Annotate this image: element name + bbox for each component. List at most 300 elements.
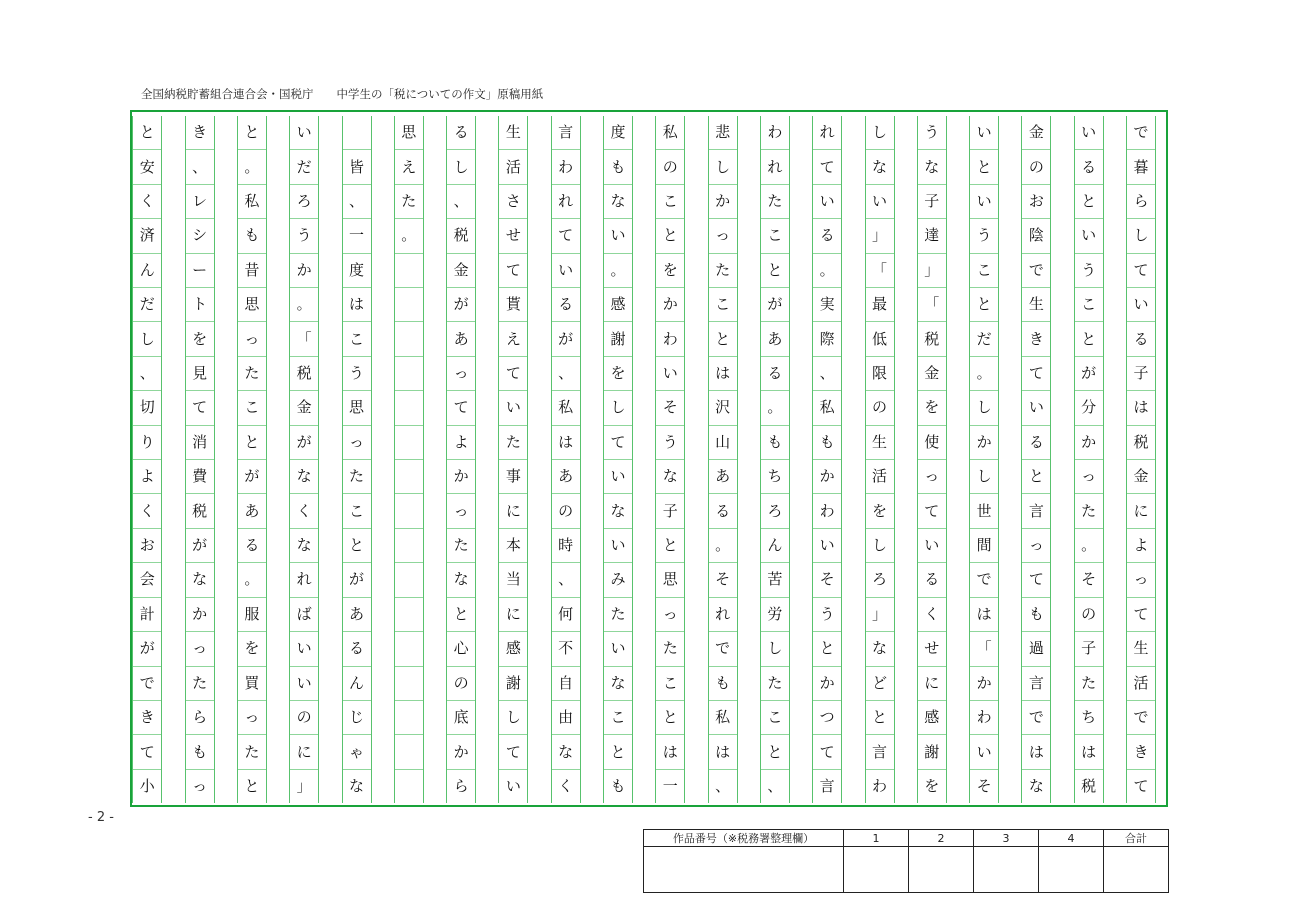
manuscript-cell: 私 bbox=[238, 184, 266, 218]
manuscript-cell: と bbox=[813, 631, 841, 665]
manuscript-cell: 事 bbox=[499, 459, 527, 493]
manuscript-cell: っ bbox=[447, 493, 475, 527]
manuscript-cell bbox=[395, 597, 423, 631]
manuscript-cell: い bbox=[1022, 390, 1050, 424]
manuscript-column bbox=[812, 116, 842, 803]
score-table-header-row bbox=[644, 830, 1169, 847]
manuscript-cell: 私 bbox=[813, 390, 841, 424]
manuscript-cell: ら bbox=[1127, 184, 1155, 218]
manuscript-cell: 。 bbox=[1075, 528, 1103, 562]
manuscript-cell: ろ bbox=[761, 493, 789, 527]
score-cell-4[interactable] bbox=[1039, 847, 1104, 893]
manuscript-cell: れ bbox=[290, 562, 318, 596]
manuscript-cell: 言 bbox=[558, 123, 574, 142]
score-table bbox=[643, 829, 1169, 893]
manuscript-cell: あ bbox=[761, 321, 789, 355]
manuscript-cell: レ bbox=[186, 184, 214, 218]
manuscript-cell: 悲 bbox=[715, 123, 731, 142]
manuscript-cell: い bbox=[290, 631, 318, 665]
manuscript-cell: は bbox=[343, 287, 371, 321]
manuscript-cell: は bbox=[1022, 734, 1050, 768]
manuscript-cell: が bbox=[552, 321, 580, 355]
organizer-label: 全国納税貯蓄組合連合会・国税庁 bbox=[141, 87, 314, 101]
manuscript-cell: に bbox=[499, 493, 527, 527]
manuscript-column bbox=[655, 116, 685, 803]
manuscript-cell: 計 bbox=[133, 597, 161, 631]
entry-number-cell[interactable] bbox=[644, 847, 844, 893]
manuscript-cell: ち bbox=[1075, 700, 1103, 734]
manuscript-cell: て bbox=[1022, 562, 1050, 596]
manuscript-cell: た bbox=[343, 459, 371, 493]
score-header-2: 2 bbox=[909, 830, 974, 847]
manuscript-cell: う bbox=[970, 218, 998, 252]
manuscript-cell: あ bbox=[552, 459, 580, 493]
manuscript-cell: わ bbox=[866, 769, 894, 803]
manuscript-cell: と bbox=[238, 425, 266, 459]
manuscript-cell: う bbox=[290, 218, 318, 252]
manuscript-cell: た bbox=[604, 597, 632, 631]
manuscript-cell: ろ bbox=[866, 562, 894, 596]
manuscript-cell: 謝 bbox=[918, 734, 946, 768]
manuscript-cell: い bbox=[604, 459, 632, 493]
manuscript-cell: と bbox=[604, 734, 632, 768]
manuscript-cell: 皆 bbox=[343, 149, 371, 183]
manuscript-cell: 感 bbox=[499, 631, 527, 665]
manuscript-cell: な bbox=[447, 562, 475, 596]
manuscript-cell: う bbox=[813, 597, 841, 631]
page-number: - 2 - bbox=[88, 810, 114, 825]
manuscript-cell bbox=[395, 631, 423, 665]
manuscript-cell: 際 bbox=[813, 321, 841, 355]
manuscript-cell: わ bbox=[656, 321, 684, 355]
manuscript-cell: な bbox=[186, 562, 214, 596]
manuscript-cell: に bbox=[918, 666, 946, 700]
manuscript-cell: と bbox=[656, 218, 684, 252]
manuscript-cell: が bbox=[447, 287, 475, 321]
manuscript-cell: れ bbox=[709, 597, 737, 631]
manuscript-cell: と bbox=[1075, 321, 1103, 355]
total-cell[interactable] bbox=[1104, 847, 1169, 893]
manuscript-cell: そ bbox=[970, 769, 998, 803]
manuscript-cell: い bbox=[296, 123, 312, 142]
score-cell-1[interactable] bbox=[844, 847, 909, 893]
manuscript-cell: な bbox=[656, 459, 684, 493]
manuscript-cell: シ bbox=[186, 218, 214, 252]
manuscript-cell bbox=[395, 769, 423, 803]
manuscript-cell: る bbox=[813, 218, 841, 252]
manuscript-cell: 金 bbox=[1028, 123, 1044, 142]
manuscript-cell: て bbox=[499, 356, 527, 390]
manuscript-cell: か bbox=[656, 287, 684, 321]
manuscript-cell: 、 bbox=[813, 356, 841, 390]
manuscript-cell: た bbox=[1075, 666, 1103, 700]
manuscript-cell: さ bbox=[499, 184, 527, 218]
manuscript-cell: た bbox=[238, 734, 266, 768]
manuscript-cell: が bbox=[343, 562, 371, 596]
manuscript-cell: と bbox=[447, 597, 475, 631]
manuscript-cell: に bbox=[499, 597, 527, 631]
manuscript-cell: の bbox=[1075, 597, 1103, 631]
manuscript-cell: 「 bbox=[918, 287, 946, 321]
manuscript-cell: 思 bbox=[656, 562, 684, 596]
manuscript-column bbox=[498, 116, 528, 803]
manuscript-cell: ら bbox=[447, 769, 475, 803]
manuscript-cell: し bbox=[970, 459, 998, 493]
manuscript-cell: か bbox=[447, 734, 475, 768]
manuscript-cell: 金 bbox=[447, 253, 475, 287]
manuscript-cell: し bbox=[447, 149, 475, 183]
manuscript-cell: あ bbox=[447, 321, 475, 355]
manuscript-cell: ち bbox=[761, 459, 789, 493]
manuscript-cell: を bbox=[656, 253, 684, 287]
manuscript-cell bbox=[395, 321, 423, 355]
manuscript-cell: 間 bbox=[970, 528, 998, 562]
manuscript-cell: 生 bbox=[866, 425, 894, 459]
manuscript-cell: だ bbox=[290, 149, 318, 183]
manuscript-cell: し bbox=[604, 390, 632, 424]
manuscript-cell: 思 bbox=[401, 123, 417, 142]
manuscript-cell: 謝 bbox=[499, 666, 527, 700]
manuscript-cell: そ bbox=[709, 562, 737, 596]
manuscript-cell: て bbox=[1127, 253, 1155, 287]
manuscript-cell: る bbox=[918, 562, 946, 596]
manuscript-cell: で bbox=[970, 562, 998, 596]
manuscript-cell: た bbox=[761, 184, 789, 218]
manuscript-cell: る bbox=[1022, 425, 1050, 459]
manuscript-cell: に bbox=[1127, 493, 1155, 527]
form-header bbox=[141, 86, 543, 102]
manuscript-cell: こ bbox=[343, 493, 371, 527]
manuscript-cell: 。 bbox=[238, 149, 266, 183]
manuscript-cell: せ bbox=[918, 631, 946, 665]
manuscript-cell: 、 bbox=[447, 184, 475, 218]
manuscript-cell: と bbox=[1075, 184, 1103, 218]
manuscript-cell: 心 bbox=[447, 631, 475, 665]
manuscript-cell: か bbox=[1075, 425, 1103, 459]
manuscript-cell: と bbox=[244, 123, 260, 142]
manuscript-cell: て bbox=[1127, 597, 1155, 631]
manuscript-cell: た bbox=[761, 666, 789, 700]
manuscript-cell: な bbox=[604, 666, 632, 700]
manuscript-cell: 貰 bbox=[499, 287, 527, 321]
manuscript-cell: も bbox=[238, 218, 266, 252]
manuscript-cell: を bbox=[918, 390, 946, 424]
manuscript-cell: き bbox=[1022, 321, 1050, 355]
manuscript-cell: い bbox=[656, 356, 684, 390]
manuscript-cell: も bbox=[604, 149, 632, 183]
manuscript-cell: わ bbox=[813, 493, 841, 527]
manuscript-cell bbox=[395, 493, 423, 527]
manuscript-cell: つ bbox=[813, 700, 841, 734]
manuscript-cell: い bbox=[604, 631, 632, 665]
manuscript-cell: 実 bbox=[813, 287, 841, 321]
manuscript-cell: 」 bbox=[918, 253, 946, 287]
manuscript-cell: い bbox=[970, 184, 998, 218]
manuscript-cell: 感 bbox=[918, 700, 946, 734]
manuscript-cell: 何 bbox=[552, 597, 580, 631]
manuscript-cell: い bbox=[866, 184, 894, 218]
manuscript-cell: で bbox=[1022, 700, 1050, 734]
manuscript-column bbox=[969, 116, 999, 803]
manuscript-cell: だ bbox=[133, 287, 161, 321]
manuscript-cell: 子 bbox=[1127, 356, 1155, 390]
manuscript-cell: 」 bbox=[290, 769, 318, 803]
manuscript-cell bbox=[395, 700, 423, 734]
manuscript-cell: と bbox=[866, 700, 894, 734]
manuscript-cell: 「 bbox=[866, 253, 894, 287]
manuscript-cell: た bbox=[395, 184, 423, 218]
manuscript-cell: る bbox=[453, 123, 469, 142]
manuscript-cell: 不 bbox=[552, 631, 580, 665]
manuscript-cell: が bbox=[133, 631, 161, 665]
manuscript-cell: 。 bbox=[238, 562, 266, 596]
manuscript-cell: 見 bbox=[186, 356, 214, 390]
manuscript-cell: こ bbox=[1075, 287, 1103, 321]
score-cell-2[interactable] bbox=[909, 847, 974, 893]
manuscript-cell: 言 bbox=[1022, 493, 1050, 527]
manuscript-column bbox=[394, 116, 424, 803]
manuscript-column bbox=[708, 116, 738, 803]
manuscript-cell: が bbox=[1075, 356, 1103, 390]
manuscript-cell: た bbox=[709, 253, 737, 287]
manuscript-cell: あ bbox=[343, 597, 371, 631]
manuscript-cell: れ bbox=[819, 123, 835, 142]
manuscript-cell: れ bbox=[552, 184, 580, 218]
manuscript-cell: 済 bbox=[133, 218, 161, 252]
manuscript-cell: い bbox=[499, 769, 527, 803]
score-cell-3[interactable] bbox=[974, 847, 1039, 893]
manuscript-cell: ー bbox=[186, 253, 214, 287]
manuscript-cell: か bbox=[970, 666, 998, 700]
manuscript-cell: ど bbox=[866, 666, 894, 700]
manuscript-cell: だ bbox=[970, 321, 998, 355]
manuscript-cell: う bbox=[924, 123, 940, 142]
manuscript-column bbox=[446, 116, 476, 803]
manuscript-cell: も bbox=[813, 425, 841, 459]
total-header: 合計 bbox=[1104, 830, 1169, 847]
manuscript-cell: し bbox=[1127, 218, 1155, 252]
manuscript-column bbox=[917, 116, 947, 803]
manuscript-cell: 、 bbox=[709, 769, 737, 803]
manuscript-cell: て bbox=[813, 149, 841, 183]
manuscript-cell: よ bbox=[133, 459, 161, 493]
manuscript-cell: 「 bbox=[970, 631, 998, 665]
manuscript-cell: 生 bbox=[1127, 631, 1155, 665]
manuscript-cell: こ bbox=[761, 700, 789, 734]
manuscript-cell bbox=[395, 390, 423, 424]
manuscript-cell: そ bbox=[813, 562, 841, 596]
manuscript-cell: た bbox=[1075, 493, 1103, 527]
manuscript-cell: と bbox=[1022, 459, 1050, 493]
manuscript-cell: な bbox=[290, 459, 318, 493]
manuscript-cell: 金 bbox=[1127, 459, 1155, 493]
manuscript-column bbox=[551, 116, 581, 803]
manuscript-cell: い bbox=[604, 528, 632, 562]
manuscript-cell: 小 bbox=[133, 769, 161, 803]
manuscript-cell: し bbox=[871, 123, 887, 142]
manuscript-cell: 。 bbox=[970, 356, 998, 390]
manuscript-cell: い bbox=[1075, 218, 1103, 252]
manuscript-cell: ん bbox=[761, 528, 789, 562]
manuscript-cell: で bbox=[1127, 700, 1155, 734]
manuscript-cell: 時 bbox=[552, 528, 580, 562]
manuscript-cell: な bbox=[866, 631, 894, 665]
manuscript-cell: 私 bbox=[662, 123, 678, 142]
manuscript-cell: の bbox=[656, 149, 684, 183]
manuscript-cell: 由 bbox=[552, 700, 580, 734]
form-title: 中学生の「税についての作文」原稿用紙 bbox=[336, 87, 544, 101]
manuscript-cell: 言 bbox=[866, 734, 894, 768]
manuscript-cell: を bbox=[918, 769, 946, 803]
manuscript-cell: 子 bbox=[1075, 631, 1103, 665]
manuscript-cell: と bbox=[761, 734, 789, 768]
manuscript-cell: ゃ bbox=[343, 734, 371, 768]
manuscript-cell: 。 bbox=[604, 253, 632, 287]
manuscript-grid bbox=[130, 110, 1168, 807]
manuscript-cell: い bbox=[290, 666, 318, 700]
manuscript-cell: で bbox=[133, 666, 161, 700]
manuscript-cell: 暮 bbox=[1127, 149, 1155, 183]
manuscript-cell: と bbox=[970, 149, 998, 183]
manuscript-cell bbox=[395, 425, 423, 459]
manuscript-cell: も bbox=[1022, 597, 1050, 631]
manuscript-cell: も bbox=[709, 666, 737, 700]
manuscript-cell: こ bbox=[656, 184, 684, 218]
manuscript-cell: し bbox=[133, 321, 161, 355]
manuscript-cell: い bbox=[813, 528, 841, 562]
manuscript-cell: み bbox=[604, 562, 632, 596]
manuscript-cell: る bbox=[552, 287, 580, 321]
manuscript-cell: 昔 bbox=[238, 253, 266, 287]
manuscript-cell: て bbox=[133, 734, 161, 768]
manuscript-cell: は bbox=[552, 425, 580, 459]
manuscript-cell: 税 bbox=[290, 356, 318, 390]
manuscript-cell: を bbox=[866, 493, 894, 527]
manuscript-cell: は bbox=[656, 734, 684, 768]
manuscript-cell: 、 bbox=[186, 149, 214, 183]
manuscript-cell: て bbox=[1127, 769, 1155, 803]
manuscript-cell: 達 bbox=[918, 218, 946, 252]
manuscript-cell: 買 bbox=[238, 666, 266, 700]
manuscript-cell: 当 bbox=[499, 562, 527, 596]
manuscript-cell: は bbox=[709, 734, 737, 768]
manuscript-cell: 使 bbox=[918, 425, 946, 459]
manuscript-cell: 、 bbox=[761, 769, 789, 803]
manuscript-cell: っ bbox=[918, 459, 946, 493]
manuscript-column bbox=[289, 116, 319, 803]
manuscript-cell: っ bbox=[656, 597, 684, 631]
manuscript-cell: う bbox=[1075, 253, 1103, 287]
manuscript-cell: く bbox=[133, 184, 161, 218]
manuscript-cell: て bbox=[918, 493, 946, 527]
manuscript-cell: 。 bbox=[761, 390, 789, 424]
manuscript-column bbox=[132, 116, 162, 803]
manuscript-cell: の bbox=[290, 700, 318, 734]
manuscript-cell: の bbox=[447, 666, 475, 700]
manuscript-cell: 陰 bbox=[1022, 218, 1050, 252]
manuscript-cell: い bbox=[604, 218, 632, 252]
manuscript-cell: る bbox=[238, 528, 266, 562]
manuscript-cell: ら bbox=[186, 700, 214, 734]
manuscript-cell: 活 bbox=[866, 459, 894, 493]
manuscript-cell: こ bbox=[343, 321, 371, 355]
manuscript-cell: 」 bbox=[866, 597, 894, 631]
manuscript-cell: わ bbox=[970, 700, 998, 734]
manuscript-cell: き bbox=[192, 123, 208, 142]
manuscript-cell: と bbox=[709, 321, 737, 355]
manuscript-cell: と bbox=[238, 769, 266, 803]
manuscript-cell: て bbox=[552, 218, 580, 252]
manuscript-column bbox=[865, 116, 895, 803]
manuscript-cell: 金 bbox=[918, 356, 946, 390]
manuscript-cell: っ bbox=[1127, 562, 1155, 596]
manuscript-cell: を bbox=[186, 321, 214, 355]
manuscript-cell: か bbox=[186, 597, 214, 631]
manuscript-column bbox=[603, 116, 633, 803]
manuscript-cell: 切 bbox=[133, 390, 161, 424]
manuscript-cell: で bbox=[709, 631, 737, 665]
manuscript-cell: は bbox=[709, 356, 737, 390]
manuscript-cell: な bbox=[343, 769, 371, 803]
manuscript-column bbox=[760, 116, 790, 803]
score-header-1: 1 bbox=[844, 830, 909, 847]
manuscript-cell: と bbox=[970, 287, 998, 321]
manuscript-cell: 生 bbox=[1022, 287, 1050, 321]
manuscript-cell: 過 bbox=[1022, 631, 1050, 665]
manuscript-cell: ト bbox=[186, 287, 214, 321]
manuscript-cell: た bbox=[499, 425, 527, 459]
manuscript-cell: こ bbox=[604, 700, 632, 734]
manuscript-cell: い bbox=[918, 528, 946, 562]
manuscript-cell: 山 bbox=[709, 425, 737, 459]
manuscript-cell: 、 bbox=[552, 356, 580, 390]
manuscript-cell: く bbox=[552, 769, 580, 803]
manuscript-cell: 費 bbox=[186, 459, 214, 493]
manuscript-cell: 税 bbox=[1127, 425, 1155, 459]
manuscript-cell: 最 bbox=[866, 287, 894, 321]
manuscript-cell: 私 bbox=[709, 700, 737, 734]
manuscript-cell: か bbox=[813, 666, 841, 700]
manuscript-cell: っ bbox=[343, 425, 371, 459]
manuscript-cell: ん bbox=[343, 666, 371, 700]
manuscript-cell: こ bbox=[970, 253, 998, 287]
manuscript-cell: と bbox=[343, 528, 371, 562]
manuscript-cell: て bbox=[1022, 356, 1050, 390]
manuscript-column bbox=[185, 116, 215, 803]
manuscript-cell: か bbox=[970, 425, 998, 459]
manuscript-cell: わ bbox=[767, 123, 783, 142]
manuscript-cell: た bbox=[186, 666, 214, 700]
manuscript-cell: お bbox=[133, 528, 161, 562]
manuscript-cell: 一 bbox=[656, 769, 684, 803]
manuscript-cell: っ bbox=[186, 631, 214, 665]
manuscript-column bbox=[342, 116, 372, 803]
manuscript-cell: て bbox=[499, 734, 527, 768]
manuscript-cell: 謝 bbox=[604, 321, 632, 355]
manuscript-cell: あ bbox=[238, 493, 266, 527]
manuscript-cell: て bbox=[604, 425, 632, 459]
manuscript-cell bbox=[395, 666, 423, 700]
manuscript-cell: 活 bbox=[499, 149, 527, 183]
manuscript-cell: を bbox=[238, 631, 266, 665]
manuscript-cell: 会 bbox=[133, 562, 161, 596]
manuscript-cell bbox=[395, 459, 423, 493]
manuscript-cell bbox=[395, 356, 423, 390]
manuscript-cell bbox=[395, 734, 423, 768]
manuscript-cell: し bbox=[499, 700, 527, 734]
manuscript-cell: 生 bbox=[505, 123, 521, 142]
manuscript-cell: し bbox=[970, 390, 998, 424]
